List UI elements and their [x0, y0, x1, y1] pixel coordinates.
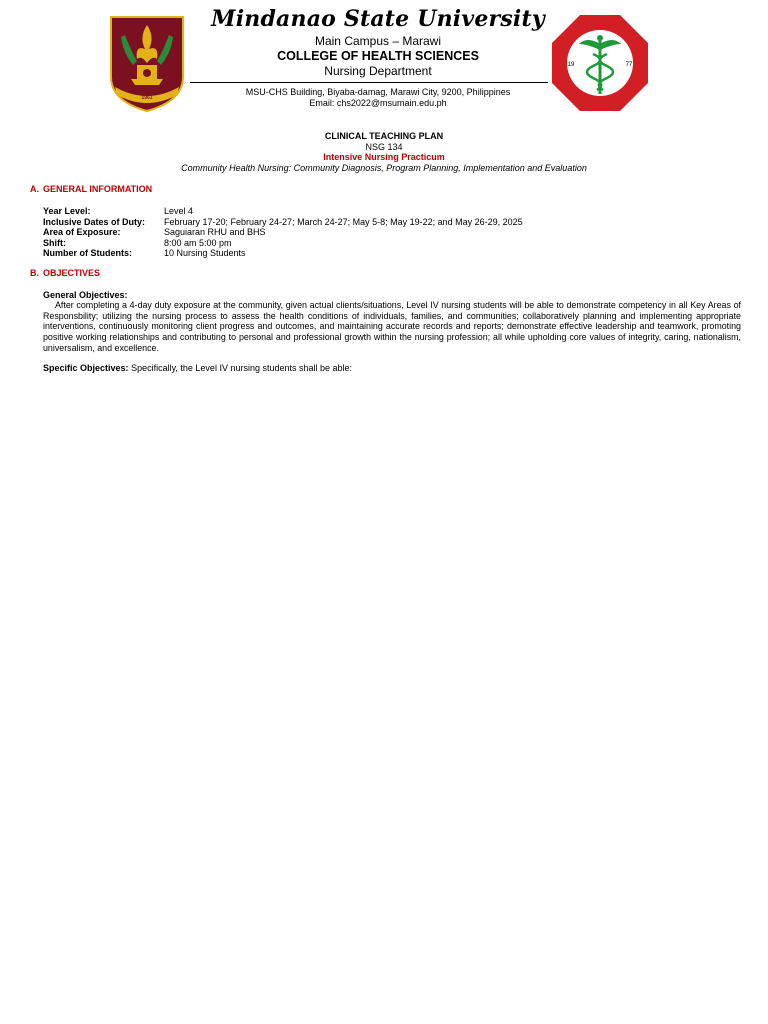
- campus-name: Main Campus – Marawi: [314, 34, 442, 48]
- section-b-heading: [30, 268, 100, 278]
- department-name: Nursing Department: [324, 64, 432, 78]
- info-row: [43, 227, 523, 238]
- plan-title: CLINICAL TEACHING PLAN: [324, 131, 444, 141]
- info-row: [43, 248, 523, 259]
- seal-year: 1961: [141, 95, 153, 101]
- seal-year-right: 77: [625, 62, 633, 68]
- chs-caduceus-seal-icon: [551, 14, 649, 112]
- header-divider: [190, 82, 548, 83]
- info-row: [43, 238, 523, 249]
- specific-objectives: [43, 363, 352, 373]
- info-value: 10 Nursing Students: [164, 248, 246, 259]
- college-name: COLLEGE OF HEALTH SCIENCES: [277, 49, 479, 63]
- section-b-title: OBJECTIVES: [43, 268, 101, 278]
- plan-topic: Community Health Nursing: Community Diagnosis, Program Planning, Implementation and Evaluation: [181, 163, 587, 174]
- info-label: Shift:: [43, 237, 66, 248]
- section-a-title: GENERAL INFORMATION: [43, 184, 153, 194]
- info-label: Inclusive Dates of Duty:: [43, 216, 146, 227]
- info-value: Level 4: [164, 206, 194, 216]
- info-label: Year Level:: [43, 206, 91, 216]
- info-value: 8:00 am 5:00 pm: [164, 237, 232, 248]
- section-b-letter: B.: [30, 268, 39, 278]
- course-code: NSG 134: [365, 141, 403, 152]
- info-label: Number of Students:: [43, 248, 132, 259]
- general-objectives-text: After completing a 4-day duty exposure at the community, given actual clients/situations, Level IV nursing students will be able to demonstrate competency in all Key Areas of Responsbility; utilizing the nursing process to assess the health conditions of individuals, families, and communities; collaboratively planning and implementing appropriate interventions, continuously monitoring client progress and outcomes, and maintaining accurate records and reports; demonstrate effective leadership and teamwork, promoting positive working relationships and contributing to personal and professional growth within the nursing profession; all while upholding core values of integrity, caring, nationalism, universalism, and excellence.: [43, 300, 741, 353]
- info-label: Area of Exposure:: [43, 227, 121, 238]
- info-value: Saguiaran RHU and BHS: [164, 227, 266, 238]
- msu-seal-icon: [107, 15, 187, 113]
- specific-objectives-label: Specific Objectives:: [43, 363, 129, 373]
- section-a-letter: A.: [30, 184, 39, 194]
- seal-year-left: 19: [567, 62, 575, 68]
- info-row: [43, 217, 523, 228]
- address: MSU-CHS Building, Biyaba-damag, Marawi City, 9200, Philippines: [245, 87, 511, 97]
- info-value: February 17-20; February 24-27; March 24-27; May 5-8; May 19-22; and May 26-29, 2025: [164, 216, 523, 227]
- general-info-table: [43, 206, 523, 259]
- section-a-heading: [30, 184, 152, 194]
- plan-title-block: [0, 131, 768, 174]
- email: Email: chs2022@msumain.edu.ph: [309, 98, 447, 108]
- info-row: [43, 206, 523, 217]
- specific-objectives-text: Specifically, the Level IV nursing students shall be able:: [131, 363, 353, 373]
- general-objectives-label: General Objectives:: [43, 290, 128, 300]
- plan-subtitle: Intensive Nursing Practicum: [323, 152, 445, 163]
- university-name: Mindanao State University: [211, 6, 545, 32]
